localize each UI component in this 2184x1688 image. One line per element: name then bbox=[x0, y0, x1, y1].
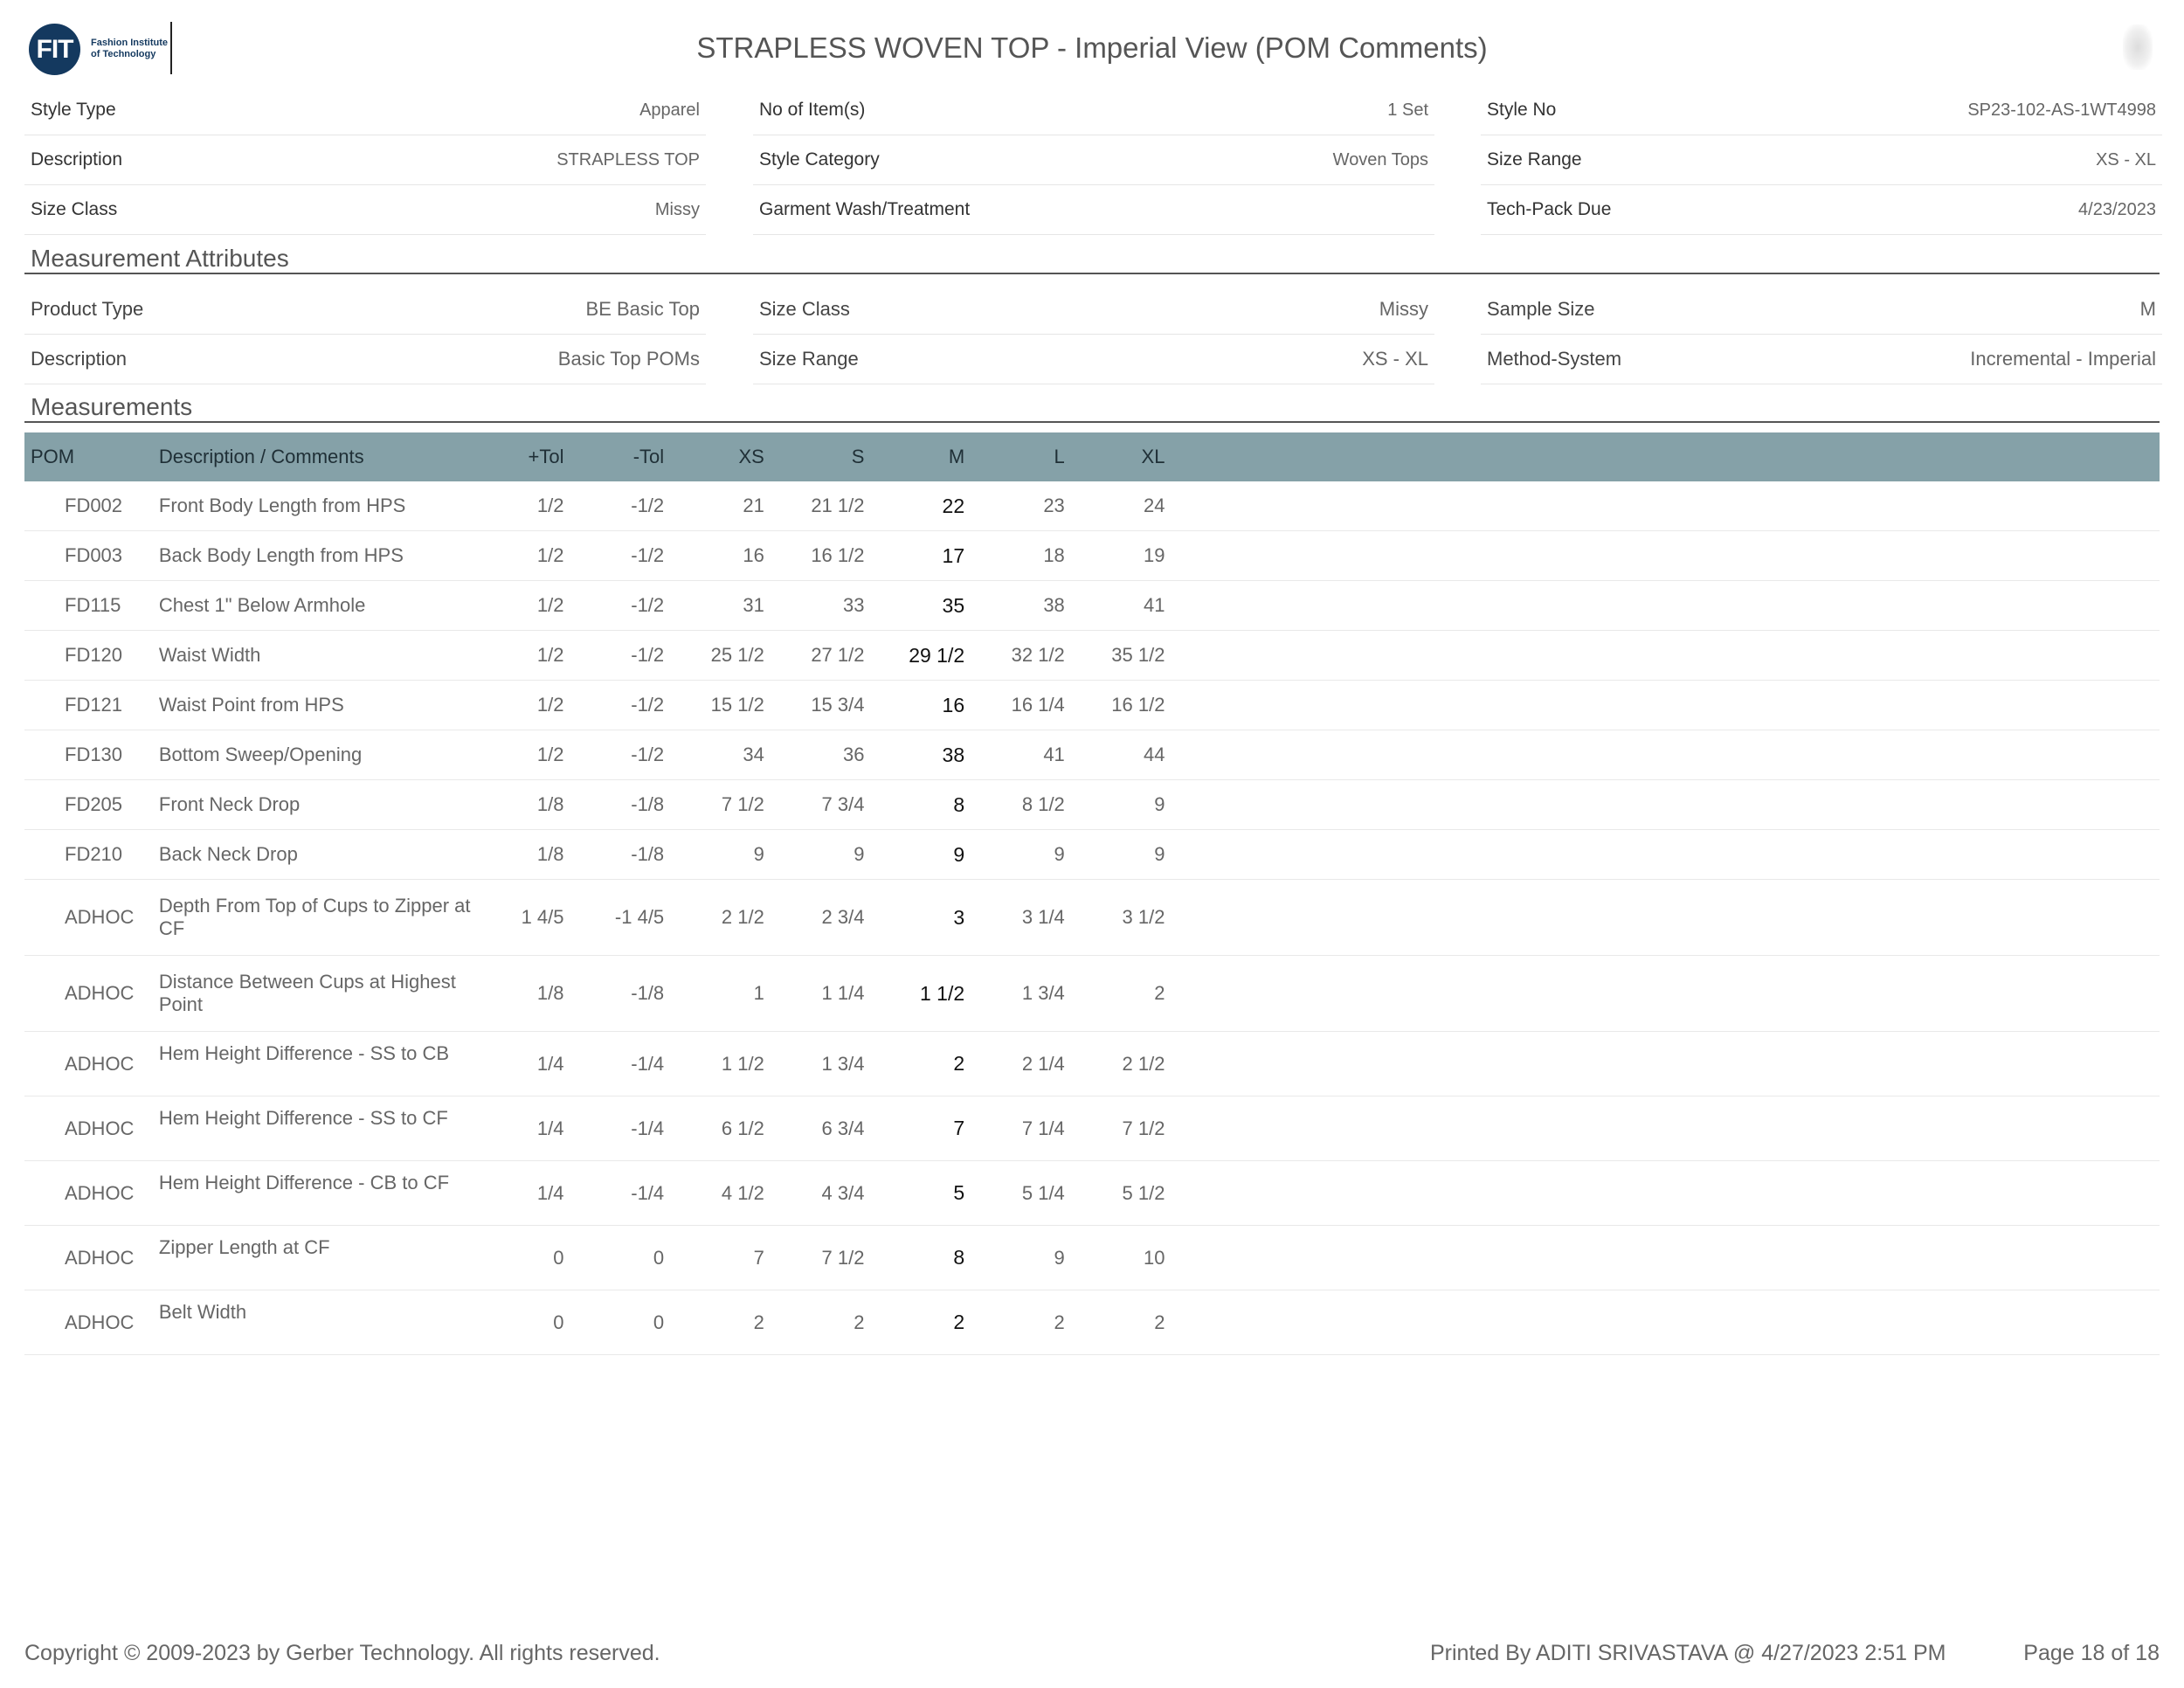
table-row[interactable] bbox=[24, 880, 2160, 956]
table-row[interactable] bbox=[24, 1226, 2160, 1290]
field-label: Size Class bbox=[759, 298, 850, 320]
cell-m: 8 bbox=[864, 780, 964, 830]
style-thumbnail-icon bbox=[2123, 24, 2153, 70]
cell-spacer bbox=[1165, 880, 2160, 956]
cell-xl: 19 bbox=[1065, 531, 1165, 581]
cell-pom: ADHOC bbox=[24, 1290, 159, 1355]
logo-mark: FIT bbox=[29, 24, 80, 75]
cell-xs: 2 1/2 bbox=[664, 880, 764, 956]
cell-minus-tol: -1/2 bbox=[564, 681, 665, 730]
cell-minus-tol: -1/2 bbox=[564, 481, 665, 531]
field-garment-wash-treatment bbox=[753, 185, 1434, 235]
cell-xs: 9 bbox=[664, 830, 764, 880]
table-header-row bbox=[24, 432, 2160, 481]
field-no-of-item-s bbox=[753, 86, 1434, 135]
field-label: Size Range bbox=[1487, 149, 1582, 169]
cell-spacer bbox=[1165, 681, 2160, 730]
printed-by-text: Printed By ADITI SRIVASTAVA @ 4/27/2023 2:51 PM bbox=[1430, 1641, 1946, 1665]
cell-s: 27 1/2 bbox=[764, 631, 865, 681]
field-description bbox=[24, 135, 706, 185]
attributes-column-1 bbox=[24, 285, 706, 384]
cell-description: Hem Height Difference - SS to CF bbox=[159, 1097, 480, 1161]
cell-plus-tol: 0 bbox=[480, 1290, 564, 1355]
column-header-description[interactable]: Description / Comments bbox=[159, 432, 480, 481]
cell-minus-tol: -1/8 bbox=[564, 956, 665, 1032]
field-description bbox=[24, 335, 706, 384]
cell-s: 7 1/2 bbox=[764, 1226, 865, 1290]
cell-s: 33 bbox=[764, 581, 865, 631]
cell-description: Back Body Length from HPS bbox=[159, 531, 480, 581]
cell-pom: FD115 bbox=[24, 581, 159, 631]
cell-pom: ADHOC bbox=[24, 1161, 159, 1226]
cell-pom: FD002 bbox=[24, 481, 159, 531]
cell-spacer bbox=[1165, 581, 2160, 631]
cell-s: 2 3/4 bbox=[764, 880, 865, 956]
cell-spacer bbox=[1165, 830, 2160, 880]
cell-pom: FD130 bbox=[24, 730, 159, 780]
cell-spacer bbox=[1165, 1290, 2160, 1355]
field-style-type bbox=[24, 86, 706, 135]
cell-minus-tol: -1/4 bbox=[564, 1097, 665, 1161]
cell-plus-tol: 1/2 bbox=[480, 531, 564, 581]
field-product-type bbox=[24, 285, 706, 335]
field-label: Size Range bbox=[759, 348, 859, 370]
cell-spacer bbox=[1165, 1097, 2160, 1161]
copyright-text: Copyright © 2009-2023 by Gerber Technology. All rights reserved. bbox=[24, 1641, 660, 1665]
cell-pom: FD120 bbox=[24, 631, 159, 681]
cell-spacer bbox=[1165, 1161, 2160, 1226]
cell-m: 22 bbox=[864, 481, 964, 531]
cell-xs: 25 1/2 bbox=[664, 631, 764, 681]
cell-xl: 5 1/2 bbox=[1065, 1161, 1165, 1226]
column-header-pom[interactable]: POM bbox=[24, 432, 159, 481]
column-header-l[interactable]: L bbox=[964, 432, 1065, 481]
cell-s: 16 1/2 bbox=[764, 531, 865, 581]
cell-l: 3 1/4 bbox=[964, 880, 1065, 956]
cell-plus-tol: 0 bbox=[480, 1226, 564, 1290]
cell-plus-tol: 1/4 bbox=[480, 1032, 564, 1097]
cell-spacer bbox=[1165, 730, 2160, 780]
field-label: Product Type bbox=[31, 298, 144, 320]
column-header-xl[interactable]: XL bbox=[1065, 432, 1165, 481]
table-row[interactable] bbox=[24, 1097, 2160, 1161]
cell-plus-tol: 1/4 bbox=[480, 1161, 564, 1226]
cell-m: 17 bbox=[864, 531, 964, 581]
cell-xl: 3 1/2 bbox=[1065, 880, 1165, 956]
cell-plus-tol: 1/4 bbox=[480, 1097, 564, 1161]
field-label: Size Class bbox=[31, 199, 118, 219]
cell-minus-tol: -1/4 bbox=[564, 1032, 665, 1097]
column-header-xs[interactable]: XS bbox=[664, 432, 764, 481]
table-row[interactable] bbox=[24, 830, 2160, 880]
field-label: Garment Wash/Treatment bbox=[759, 199, 971, 219]
cell-l: 9 bbox=[964, 1226, 1065, 1290]
column-header-plus-tol[interactable]: +Tol bbox=[480, 432, 564, 481]
cell-spacer bbox=[1165, 631, 2160, 681]
cell-spacer bbox=[1165, 956, 2160, 1032]
field-value: SP23-102-AS-1WT4998 bbox=[1967, 100, 2156, 120]
table-row[interactable] bbox=[24, 581, 2160, 631]
field-value: XS - XL bbox=[1362, 348, 1428, 370]
column-header-minus-tol[interactable]: -Tol bbox=[564, 432, 665, 481]
cell-xl: 2 1/2 bbox=[1065, 1032, 1165, 1097]
cell-spacer bbox=[1165, 1032, 2160, 1097]
cell-minus-tol: -1/4 bbox=[564, 1161, 665, 1226]
field-value: 4/23/2023 bbox=[2078, 200, 2156, 219]
cell-xs: 1 1/2 bbox=[664, 1032, 764, 1097]
cell-s: 7 3/4 bbox=[764, 780, 865, 830]
cell-s: 1 3/4 bbox=[764, 1032, 865, 1097]
field-size-range bbox=[753, 335, 1434, 384]
field-label: Style No bbox=[1487, 100, 1557, 120]
cell-s: 9 bbox=[764, 830, 865, 880]
measurement-attributes-section bbox=[24, 285, 2160, 384]
cell-xs: 1 bbox=[664, 956, 764, 1032]
table-row[interactable] bbox=[24, 956, 2160, 1032]
column-header-m[interactable]: M bbox=[864, 432, 964, 481]
cell-xl: 9 bbox=[1065, 830, 1165, 880]
cell-m: 2 bbox=[864, 1290, 964, 1355]
cell-minus-tol: 0 bbox=[564, 1226, 665, 1290]
cell-pom: ADHOC bbox=[24, 880, 159, 956]
cell-xl: 16 1/2 bbox=[1065, 681, 1165, 730]
cell-pom: ADHOC bbox=[24, 1032, 159, 1097]
cell-plus-tol: 1/8 bbox=[480, 830, 564, 880]
cell-plus-tol: 1 4/5 bbox=[480, 880, 564, 956]
field-tech-pack-due bbox=[1481, 185, 2162, 235]
cell-s: 2 bbox=[764, 1290, 865, 1355]
table-row[interactable] bbox=[24, 631, 2160, 681]
cell-s: 36 bbox=[764, 730, 865, 780]
style-info-column-2 bbox=[753, 86, 1434, 235]
field-size-class bbox=[753, 285, 1434, 335]
field-label: Tech-Pack Due bbox=[1487, 199, 1612, 219]
cell-minus-tol: -1/8 bbox=[564, 780, 665, 830]
cell-m: 38 bbox=[864, 730, 964, 780]
measurements-heading: Measurements bbox=[24, 393, 2160, 423]
cell-minus-tol: -1/2 bbox=[564, 631, 665, 681]
cell-xs: 2 bbox=[664, 1290, 764, 1355]
table-row[interactable] bbox=[24, 780, 2160, 830]
measurement-attributes-heading: Measurement Attributes bbox=[24, 245, 2160, 274]
cell-l: 38 bbox=[964, 581, 1065, 631]
field-label: Sample Size bbox=[1487, 298, 1595, 320]
cell-xs: 7 1/2 bbox=[664, 780, 764, 830]
cell-xs: 16 bbox=[664, 531, 764, 581]
field-value: Missy bbox=[1379, 298, 1428, 320]
table-row[interactable] bbox=[24, 1290, 2160, 1355]
attributes-column-3 bbox=[1481, 285, 2162, 384]
cell-xl: 9 bbox=[1065, 780, 1165, 830]
field-value: XS - XL bbox=[2096, 150, 2156, 169]
cell-m: 29 1/2 bbox=[864, 631, 964, 681]
cell-plus-tol: 1/2 bbox=[480, 481, 564, 531]
cell-spacer bbox=[1165, 780, 2160, 830]
cell-minus-tol: -1/2 bbox=[564, 730, 665, 780]
cell-l: 5 1/4 bbox=[964, 1161, 1065, 1226]
cell-minus-tol: -1/2 bbox=[564, 581, 665, 631]
cell-l: 1 3/4 bbox=[964, 956, 1065, 1032]
column-header-s[interactable]: S bbox=[764, 432, 865, 481]
cell-l: 2 bbox=[964, 1290, 1065, 1355]
cell-minus-tol: -1 4/5 bbox=[564, 880, 665, 956]
logo-wordmark: Fashion Institute of Technology bbox=[91, 38, 168, 59]
cell-l: 41 bbox=[964, 730, 1065, 780]
cell-pom: ADHOC bbox=[24, 956, 159, 1032]
field-value: Missy bbox=[654, 200, 700, 219]
cell-pom: FD121 bbox=[24, 681, 159, 730]
cell-m: 35 bbox=[864, 581, 964, 631]
cell-m: 8 bbox=[864, 1226, 964, 1290]
field-label: Method-System bbox=[1487, 348, 1622, 370]
measurements-table bbox=[24, 432, 2160, 1355]
cell-plus-tol: 1/2 bbox=[480, 730, 564, 780]
cell-pom: FD210 bbox=[24, 830, 159, 880]
cell-m: 9 bbox=[864, 830, 964, 880]
field-value: Woven Tops bbox=[1332, 150, 1428, 169]
attributes-column-2 bbox=[753, 285, 1434, 384]
field-sample-size bbox=[1481, 285, 2162, 335]
cell-s: 21 1/2 bbox=[764, 481, 865, 531]
field-label: Style Category bbox=[759, 149, 880, 169]
table-row[interactable] bbox=[24, 1161, 2160, 1226]
cell-description: Chest 1" Below Armhole bbox=[159, 581, 480, 631]
field-value: Basic Top POMs bbox=[557, 348, 700, 370]
field-style-no bbox=[1481, 86, 2162, 135]
cell-plus-tol: 1/2 bbox=[480, 581, 564, 631]
cell-xs: 6 1/2 bbox=[664, 1097, 764, 1161]
cell-m: 5 bbox=[864, 1161, 964, 1226]
cell-l: 7 1/4 bbox=[964, 1097, 1065, 1161]
cell-minus-tol: -1/2 bbox=[564, 531, 665, 581]
table-row[interactable] bbox=[24, 730, 2160, 780]
field-label: Style Type bbox=[31, 100, 116, 120]
table-row[interactable] bbox=[24, 531, 2160, 581]
cell-minus-tol: -1/8 bbox=[564, 830, 665, 880]
cell-l: 18 bbox=[964, 531, 1065, 581]
cell-spacer bbox=[1165, 1226, 2160, 1290]
field-method-system bbox=[1481, 335, 2162, 384]
cell-description: Hem Height Difference - SS to CB bbox=[159, 1032, 480, 1097]
cell-pom: ADHOC bbox=[24, 1097, 159, 1161]
field-label: Description bbox=[31, 348, 128, 370]
cell-l: 2 1/4 bbox=[964, 1032, 1065, 1097]
cell-description: Belt Width bbox=[159, 1290, 480, 1355]
cell-s: 1 1/4 bbox=[764, 956, 865, 1032]
cell-m: 3 bbox=[864, 880, 964, 956]
cell-xl: 2 bbox=[1065, 1290, 1165, 1355]
column-header-spacer bbox=[1165, 432, 2160, 481]
cell-plus-tol: 1/8 bbox=[480, 780, 564, 830]
cell-xl: 10 bbox=[1065, 1226, 1165, 1290]
cell-l: 23 bbox=[964, 481, 1065, 531]
cell-xs: 7 bbox=[664, 1226, 764, 1290]
page-header bbox=[0, 0, 2184, 96]
cell-description: Bottom Sweep/Opening bbox=[159, 730, 480, 780]
cell-xl: 44 bbox=[1065, 730, 1165, 780]
cell-l: 32 1/2 bbox=[964, 631, 1065, 681]
cell-minus-tol: 0 bbox=[564, 1290, 665, 1355]
cell-m: 2 bbox=[864, 1032, 964, 1097]
table-row[interactable] bbox=[24, 481, 2160, 531]
style-info-section bbox=[24, 86, 2160, 234]
field-size-class bbox=[24, 185, 706, 235]
cell-plus-tol: 1/2 bbox=[480, 681, 564, 730]
table-row[interactable] bbox=[24, 681, 2160, 730]
field-value: Apparel bbox=[639, 100, 700, 120]
field-label: Description bbox=[31, 149, 123, 169]
cell-s: 6 3/4 bbox=[764, 1097, 865, 1161]
cell-m: 16 bbox=[864, 681, 964, 730]
cell-s: 15 3/4 bbox=[764, 681, 865, 730]
cell-description: Waist Width bbox=[159, 631, 480, 681]
style-info-column-1 bbox=[24, 86, 706, 235]
cell-description: Hem Height Difference - CB to CF bbox=[159, 1161, 480, 1226]
cell-xl: 24 bbox=[1065, 481, 1165, 531]
page-number: Page 18 of 18 bbox=[2023, 1641, 2160, 1665]
cell-xs: 4 1/2 bbox=[664, 1161, 764, 1226]
cell-description: Back Neck Drop bbox=[159, 830, 480, 880]
cell-plus-tol: 1/2 bbox=[480, 631, 564, 681]
cell-pom: FD003 bbox=[24, 531, 159, 581]
cell-l: 9 bbox=[964, 830, 1065, 880]
cell-spacer bbox=[1165, 531, 2160, 581]
cell-xs: 31 bbox=[664, 581, 764, 631]
cell-description: Waist Point from HPS bbox=[159, 681, 480, 730]
cell-pom: ADHOC bbox=[24, 1226, 159, 1290]
field-style-category bbox=[753, 135, 1434, 185]
field-value: STRAPLESS TOP bbox=[556, 150, 700, 169]
cell-l: 8 1/2 bbox=[964, 780, 1065, 830]
cell-description: Depth From Top of Cups to Zipper at CF bbox=[159, 880, 480, 956]
cell-l: 16 1/4 bbox=[964, 681, 1065, 730]
field-label: No of Item(s) bbox=[759, 100, 866, 120]
cell-description: Distance Between Cups at Highest Point bbox=[159, 956, 480, 1032]
cell-description: Front Neck Drop bbox=[159, 780, 480, 830]
cell-xs: 15 1/2 bbox=[664, 681, 764, 730]
cell-xs: 34 bbox=[664, 730, 764, 780]
cell-m: 7 bbox=[864, 1097, 964, 1161]
field-value: Incremental - Imperial bbox=[1970, 348, 2156, 370]
cell-xl: 35 1/2 bbox=[1065, 631, 1165, 681]
cell-plus-tol: 1/8 bbox=[480, 956, 564, 1032]
cell-xl: 2 bbox=[1065, 956, 1165, 1032]
cell-xl: 7 1/2 bbox=[1065, 1097, 1165, 1161]
cell-m: 1 1/2 bbox=[864, 956, 964, 1032]
field-value: 1 Set bbox=[1387, 100, 1428, 120]
cell-pom: FD205 bbox=[24, 780, 159, 830]
cell-xs: 21 bbox=[664, 481, 764, 531]
field-value: BE Basic Top bbox=[585, 298, 700, 320]
cell-xl: 41 bbox=[1065, 581, 1165, 631]
cell-description: Zipper Length at CF bbox=[159, 1226, 480, 1290]
cell-description: Front Body Length from HPS bbox=[159, 481, 480, 531]
cell-s: 4 3/4 bbox=[764, 1161, 865, 1226]
field-value: M bbox=[2139, 298, 2156, 320]
table-row[interactable] bbox=[24, 1032, 2160, 1097]
cell-spacer bbox=[1165, 481, 2160, 531]
document-title: STRAPLESS WOVEN TOP - Imperial View (POM Comments) bbox=[696, 31, 1488, 64]
style-info-column-3 bbox=[1481, 86, 2162, 235]
field-size-range bbox=[1481, 135, 2162, 185]
